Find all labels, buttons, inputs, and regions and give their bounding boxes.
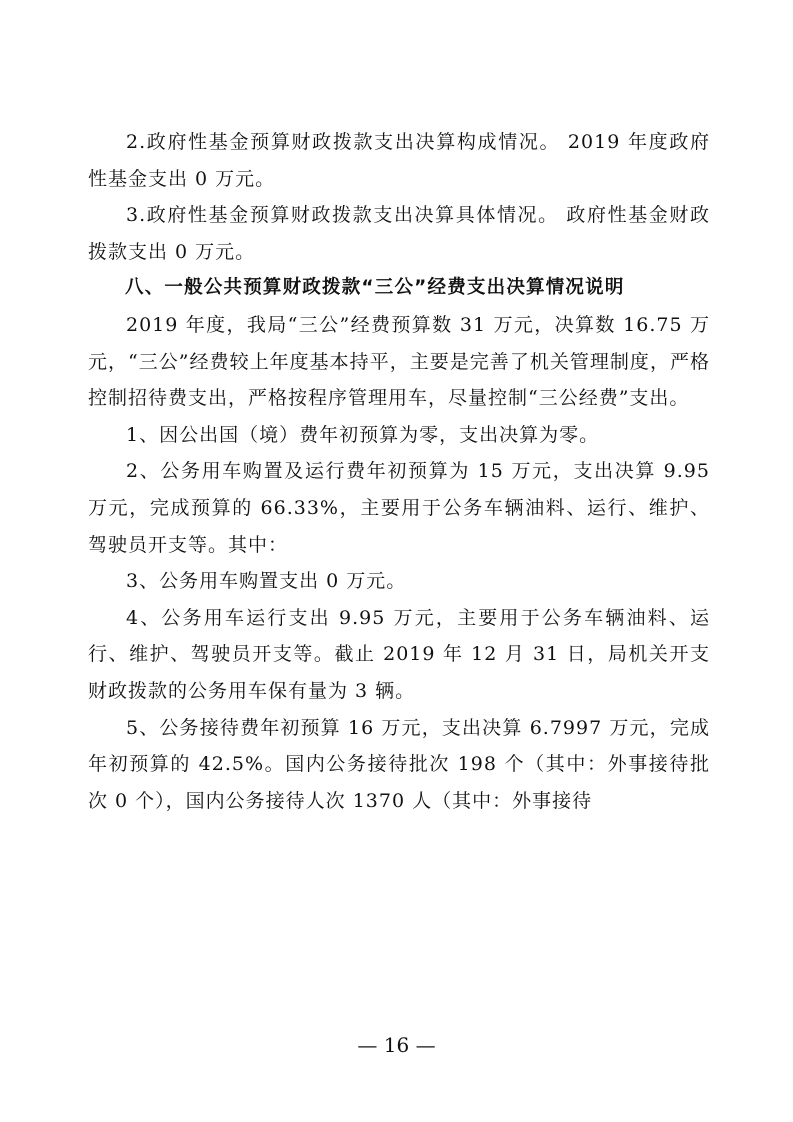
- paragraph-vehicle-purchase-operation: 2、公务用车购置及运行费年初预算为 15 万元，支出决算 9.95 万元，完成预算的 66.33%，主要用于公务车辆油料、运行、维护、驾驶员开支等。其中：: [88, 460, 710, 556]
- paragraph-gov-fund-details: 3.政府性基金预算财政拨款支出决算具体情况。 政府性基金财政拨款支出 0 万元。: [88, 204, 710, 263]
- paragraph-gov-fund-composition: 2.政府性基金预算财政拨款支出决算构成情况。 2019 年度政府性基金支出 0 万元。: [88, 131, 710, 190]
- paragraph-vehicle-purchase: 3、公务用车购置支出 0 万元。: [126, 570, 407, 593]
- paragraph-three-public-summary: 2019 年度，我局“三公”经费预算数 31 万元，决算数 16.75 万元，“三公”经费较上年度基本持平，主要是完善了机关管理制度，严格控制招待费支出，严格按程序管理用车，尽量控制“三公经费”支出。: [88, 313, 710, 410]
- paragraph-overseas-travel: 1、因公出国（境）费年初预算为零，支出决算为零。: [126, 423, 600, 446]
- page-number: — 16 —: [357, 1033, 436, 1057]
- paragraph-official-reception: 5、公务接待费年初预算 16 万元，支出决算 6.7997 万元，完成年初预算的 42.5%。国内公务接待批次 198 个（其中：外事接待批次 0 个），国内公务接待人次 1370 人（其中：外事接待: [88, 716, 710, 812]
- paragraph-vehicle-operation: 4、公务用车运行支出 9.95 万元，主要用于公务车辆油料、运行、维护、驾驶员开支等。截止 2019 年 12 月 31 日，局机关开支财政拨款的公务用车保有量为 3 辆。: [88, 606, 710, 702]
- document-body: [88, 124, 710, 819]
- section-heading-three-public-expenses: 八、一般公共预算财政拨款“三公”经费支出决算情况说明: [125, 277, 625, 299]
